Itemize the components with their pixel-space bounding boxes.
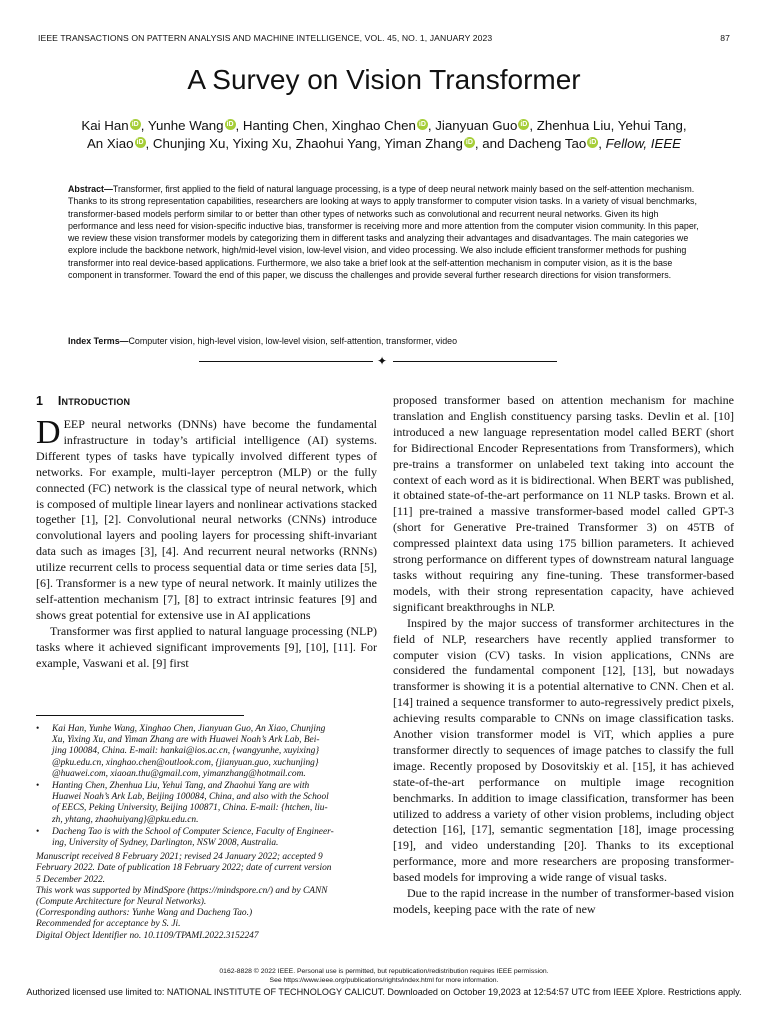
footnote-line: of EECS, Peking University, Beijing 100871, China. E-mail: {htchen, liu- (52, 803, 328, 814)
manuscript-line: 5 December 2022. (36, 874, 105, 885)
footnote-line: Dacheng Tao is with the School of Computer Science, Faculty of Engineer- (52, 826, 334, 837)
section-heading (36, 394, 130, 408)
index-terms-label: Index Terms— (68, 336, 129, 346)
footnote-line: ing, University of Sydney, Darlington, NSW 2008, Australia. (52, 838, 279, 849)
author-name: , Chunjing Xu, Yixing Xu, Zhaohui Yang, Yiman Zhang (145, 136, 463, 151)
abstract (68, 183, 702, 281)
orcid-icon[interactable]: iD (131, 121, 139, 128)
index-terms (68, 335, 702, 347)
author-name: , Yunhe Wang (140, 118, 224, 133)
footnote-line: zh, yhtang, zhaohuiyang}@pku.edu.cn. (52, 814, 199, 825)
authorized-use-notice: Authorized licensed use limited to: NATIONAL INSTITUTE OF TECHNOLOGY CALICUT. Downloaded on October 19,2023 at 12:54:57 UTC from IEEE Xplore. Restrictions apply. (26, 987, 742, 997)
author-name: , Zhenhua Liu, Yehui Tang, (529, 118, 687, 133)
orcid-icon[interactable]: iD (418, 121, 426, 128)
manuscript-line: (Compute Architecture for Neural Networks). (36, 897, 207, 908)
manuscript-line: February 2022. Date of publication 18 February 2022; date of current version (36, 863, 332, 874)
index-terms-text: Computer vision, high-level vision, low-level vision, self-attention, transformer, video (128, 336, 458, 346)
bullet-icon: • (36, 826, 40, 837)
author-name: Kai Han (81, 118, 129, 133)
abstract-text: Transformer, first applied to the field of natural language processing, is a type of deep neural network mainly based on the self-attention mechanism. Thanks to its strong representation capabilities, researchers are looking at ways to apply transformer to computer vision tasks. In a variety of visual benchmarks, transformer-based models perform similar to or better than other types of networks such as convolutional and recurrent neural networks. Given its high performance and less need for vision-specific inductive bias, transformer is receiving more and more attention from the computer vision community. In this paper, we review these vision transformer models by categorizing them in different tasks and analyzing their advantages and disadvantages. The main categories we explore include the backbone network, high/mid-level vision, low-level vision, and video processing. We also include efficient transformer methods for pushing transformer into real device-based applications. Furthermore, we also take a brief look at the self-attention mechanism in computer vision, as it is the base component in transformer. Toward the end of this paper, we discuss the challenges and provide several further research directions for vision transformers. (68, 184, 699, 281)
manuscript-line: (Corresponding authors: Yunhe Wang and Dacheng Tao.) (36, 908, 253, 919)
footnote-line: jing 100084, China. E-mail: hankai@ios.ac.cn, {wangyunhe, xuyixing} (52, 746, 320, 757)
orcid-icon[interactable]: iD (589, 139, 597, 146)
footnote-affiliation (36, 781, 378, 826)
footnote-line: Hanting Chen, Zhenhua Liu, Yehui Tang, and Zhaohui Yang are with (52, 781, 310, 792)
footnote-line: Huawei Noah’s Ark Lab, Beijing 100084, China, and also with the School (52, 792, 329, 803)
footnote-rule (36, 715, 244, 716)
orcid-icon[interactable]: iD (520, 121, 528, 128)
fellow-title: Fellow, IEEE (605, 136, 682, 151)
divider-right (393, 361, 557, 362)
footnote-line: @huawei.com, xiaoan.thu@gmail.com, yimanzhang@hotmail.com. (52, 768, 306, 779)
abstract-label: Abstract— (68, 184, 113, 194)
author-name: , Hanting Chen, Xinghao Chen (235, 118, 416, 133)
copyright-line: 0162-8828 © 2022 IEEE. Personal use is permitted, but republication/redistribution requires IEEE permission. (219, 968, 549, 975)
doi-line: Digital Object Identifier no. 10.1109/TPAMI.2022.3152247 (36, 930, 259, 941)
footnote-line: Kai Han, Yunhe Wang, Xinghao Chen, Jianyuan Guo, An Xiao, Chunjing (52, 724, 326, 734)
orcid-icon[interactable]: iD (465, 139, 473, 146)
author-name: An Xiao (86, 136, 134, 151)
paper-title: A Survey on Vision Transformer (187, 64, 581, 95)
bullet-icon: • (36, 781, 40, 792)
author-name: , (598, 136, 606, 151)
author-line-1 (20, 118, 748, 133)
bullet-icon: • (36, 724, 40, 734)
author-name: , and Dacheng Tao (474, 136, 587, 151)
intro-paragraph-2: Transformer was first applied to natural language processing (NLP) tasks where it achieved significant improvements [9], [10], [11]. For example, Vaswani et al. [9] first (36, 623, 377, 670)
left-column (36, 414, 377, 672)
intro-paragraph-1 (36, 414, 377, 624)
right-paragraph-3: Due to the rapid increase in the number of transformer-based vision models, keeping pace with the rate of new (393, 886, 734, 916)
right-paragraph-1: proposed transformer based on attention mechanism for machine translation and English constituency parsing tasks. Devlin et al. [10] introduced a new language representation model called BERT (short for Bidirectional Encoder Representations from Transformers), which pre-trains a transformer on unlabeled text taking into account the context of each word as it is bidirectional. When BERT was published, it obtained state-of-the-art performance on 11 NLP tasks. Brown et al. [11] pre-trained a massive transformer-based model called GPT-3 (short for Generative Pre-trained Transformer 3) on 45TB of compressed plaintext data using 175 billion parameters. It achieved strong performance on different types of downstream natural language tasks without requiring any fine-tuning. These transformer-based models, with their strong representation capacity, have achieved significant breakthroughs in NLP. (393, 393, 734, 614)
journal-header: IEEE TRANSACTIONS ON PATTERN ANALYSIS AND MACHINE INTELLIGENCE, VOL. 45, NO. 1, JANUARY 2023 (38, 33, 493, 43)
section-title: Introduction (57, 394, 131, 408)
diamond-divider-icon: ✦ (377, 354, 388, 368)
author-line-2 (20, 136, 748, 151)
rights-link-line: See https://www.ieee.org/publications/rights/index.html for more information. (269, 977, 499, 984)
intro-paragraph-1-text: neural networks (DNNs) have become the fundamental infrastructure in today’s artificial intelligence (AI) systems. Different types of tasks have typically involved different types of networks. For example, multi-layer perceptron (MLP) or the fully connected (FC) network is the classical type of neural network, which is composed of multiple linear layers and nonlinear activations stacked together [1], [2]. Convolutional neural networks (CNNs) introduce convolutional layers and pooling layers for processing shift-invariant data such as images [3], [4]. And recurrent neural networks (RNNs) utilize recurrent cells to process sequential data or time series data [5], [6]. Transformer is a new type of neural network. It mainly utilizes the self-attention mechanism [7], [8] to extract intrinsic features [9] and shows great potential for extensive use in AI applications (36, 417, 377, 622)
footnote-affiliation (36, 724, 378, 780)
divider-left (199, 361, 373, 362)
footnote-line: Xu, Yixing Xu, and Yiman Zhang are with Huawei Noah’s Ark Lab, Bei- (52, 735, 320, 746)
right-column (393, 393, 734, 918)
manuscript-info (36, 852, 378, 942)
section-number: 1 (36, 394, 44, 408)
drop-cap-rest: EEP (63, 417, 85, 431)
page-number: 87 (720, 33, 730, 43)
footnote-affiliation (36, 827, 378, 849)
manuscript-line: Recommended for acceptance by S. Ji. (36, 919, 181, 930)
footnotes (36, 724, 378, 942)
orcid-icon[interactable]: iD (136, 139, 144, 146)
footnote-line: @pku.edu.cn, xinghao.chen@outlook.com, {jianyuan.guo, xuchunjing} (52, 757, 319, 768)
manuscript-line: Manuscript received 8 February 2021; revised 24 January 2022; accepted 9 (36, 852, 323, 863)
drop-cap: D (36, 414, 61, 451)
manuscript-line: This work was supported by MindSpore (https://mindspore.cn/) and by CANN (36, 885, 328, 896)
author-name: , Jianyuan Guo (427, 118, 518, 133)
right-paragraph-2: Inspired by the major success of transformer architectures in the field of NLP, researchers have recently applied transformer to computer vision (CV) tasks. In vision applications, CNNs are considered the fundamental component [12], [13], but nowadays transformer is showing it is a potential alternative to CNN. Chen et al. [14] trained a sequence transformer to auto-regressively predict pixels, achieving results comparable to CNNs on image classification tasks. Another vision transformer model is ViT, which applies a pure transformer directly to sequences of image patches to classify the full image. Recently proposed by Dosovitskiy et al. [15], it has achieved state-of-the-art performance on multiple image recognition benchmarks. In addition to image classification, transformer has been utilized to address a variety of other vision problems, including object detection [16], [17], semantic segmentation [18], image processing [19], and video understanding [20]. Thanks to its exceptional performance, more and more researchers are proposing transformer-based models for improving a wide range of visual tasks. (393, 615, 734, 885)
orcid-icon[interactable]: iD (226, 121, 234, 128)
